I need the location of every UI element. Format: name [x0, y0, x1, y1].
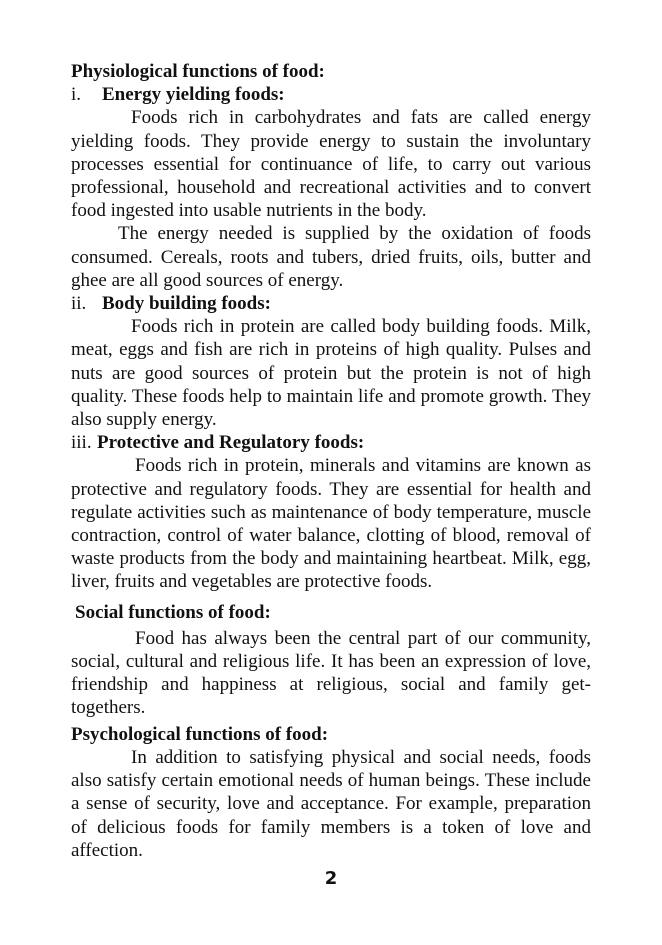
list-number-ii: ii.	[71, 293, 87, 315]
subheading-protective-label: Protective and Regulatory foods:	[97, 432, 365, 454]
subheading-protective	[71, 431, 591, 454]
paragraph-psychological: In addition to satisfying physical and social needs, foods also satisfy certain emotional needs of human beings. These include a sense of security, love and acceptance. For example, preparation of delicious foods for family members is a token of love and affection.	[71, 746, 591, 861]
paragraph-energy-1: Foods rich in carbohydrates and fats are called energy yielding foods. They provide energy to sustain the involuntary processes essential for continuance of life, to carry out various professional, household and recreational activities and to convert food ingested into usable nutrients in the body.	[71, 107, 591, 222]
heading-physiological: Physiological functions of food:	[71, 61, 325, 82]
subheading-body-building	[71, 292, 591, 315]
subheading-energy-yielding-label: Energy yielding foods:	[102, 84, 285, 106]
paragraph-energy-2: The energy needed is supplied by the oxidation of foods consumed. Cereals, roots and tubers, dried fruits, oils, butter and ghee are all good sources of energy.	[71, 223, 591, 291]
page-number: 2	[324, 868, 338, 889]
subheading-body-building-label: Body building foods:	[102, 293, 271, 315]
subheading-energy-yielding	[71, 83, 591, 106]
paragraph-protective: Foods rich in protein, minerals and vitamins are known as protective and regulatory foods. They are essential for health and regulate activities such as maintenance of body temperature, muscle contraction, control of water balance, clotting of blood, removal of waste products from the body and maintaining heartbeat. Milk, egg, liver, fruits and vegetables are protective foods.	[71, 455, 591, 593]
document-page	[71, 60, 591, 862]
paragraph-social: Food has always been the central part of our community, social, cultural and religious life. It has been an expression of love, friendship and happiness at religious, social and family get-togethers.	[71, 627, 591, 719]
list-number-iii: iii.	[71, 432, 92, 454]
list-number-i: i.	[71, 84, 82, 106]
heading-social: Social functions of food:	[75, 601, 271, 623]
paragraph-body-building: Foods rich in protein are called body building foods. Milk, meat, eggs and fish are rich in proteins of high quality. Pulses and nuts are good sources of protein but the protein is not of high quality. These foods help to maintain life and promote growth. They also supply energy.	[71, 316, 591, 431]
heading-psychological: Psychological functions of food:	[71, 723, 329, 745]
